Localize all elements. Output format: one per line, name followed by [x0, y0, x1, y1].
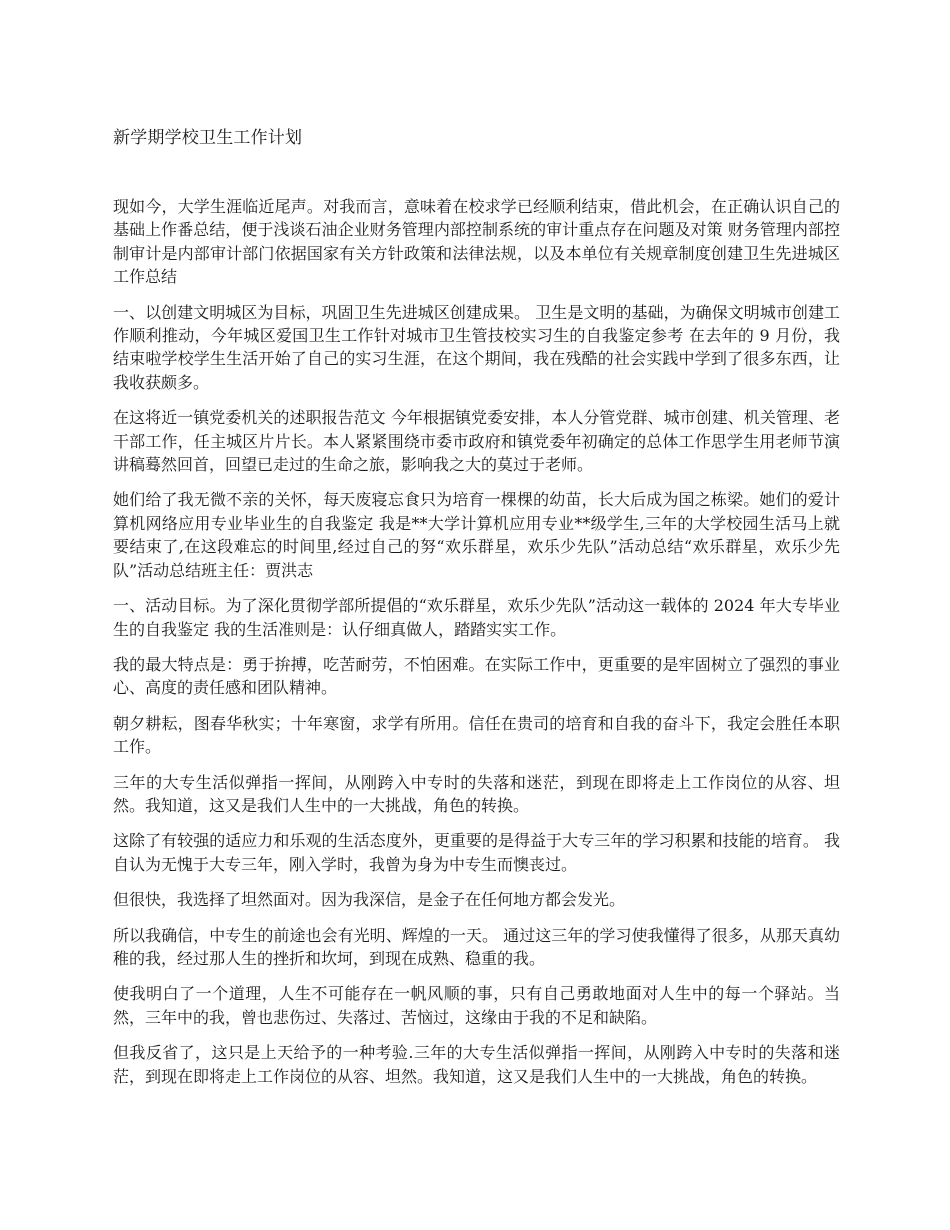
paragraph-9: 这除了有较强的适应力和乐观的生活态度外，更重要的是得益于大专三年的学习积累和技能的培育。 我自认为无愧于大专三年，刚入学时，我曾为身为中专生而懊丧过。 — [113, 831, 840, 874]
paragraph-1: 现如今，大学生涯临近尾声。对我而言，意味着在校求学已经顺利结束，借此机会，在正确认识自己的基础上作番总结，便于浅谈石油企业财务管理内部控制系统的审计重点存在问题及对策 财务管理内部控制审计是内部审计部门依据国家有关方针政策和法律法规，以及本单位有关规章制度创建卫生先进城区工作总结 — [113, 197, 840, 287]
paragraph-6: 我的最大特点是：勇于拚搏，吃苦耐劳，不怕困难。在实际工作中，更重要的是牢固树立了强烈的事业心、高度的责任感和团队精神。 — [113, 654, 840, 698]
paragraph-3: 在这将近一镇党委机关的述职报告范文 今年根据镇党委安排，本人分管党群、城市创建、机关管理、老干部工作，任主城区片片长。本人紧紧围绕市委市政府和镇党委年初确定的总体工作思学生用老师节演讲稿蓦然回首，回望已走过的生命之旅，影响我之大的莫过于老师。 — [113, 408, 840, 475]
paragraph-12: 使我明白了一个道理，人生不可能存在一帆风顺的事，只有自己勇敢地面对人生中的每一个驿站。当然，三年中的我，曾也悲伤过、失落过、苦恼过，这缘由于我的不足和缺陷。 — [113, 984, 840, 1027]
paragraph-10: 但很快，我选择了坦然面对。因为我深信，是金子在任何地方都会发光。 — [113, 890, 626, 910]
paragraph-13: 但我反省了，这只是上天给予的一种考验.三年的大专生活似弹指一挥间，从刚跨入中专时的失落和迷茫，到现在即将走上工作岗位的从容、坦然。我知道，这又是我们人生中的一大挑战，角色的转换。 — [113, 1043, 840, 1086]
paragraph-4: 她们给了我无微不亲的关怀，每天废寝忘食只为培育一棵棵的幼苗，长大后成为国之栋梁。她们的爱计算机网络应用专业毕业生的自我鉴定 我是**大学计算机应用专业**级学生,三年的大学校园生活马上就要结束了,在这段难忘的时间里,经过自己的努“欢乐群星，欢乐少先队”活动总结“欢乐群星，欢乐少先队”活动总结班主任：贾洪志 — [113, 490, 840, 580]
paragraph-7: 朝夕耕耘，图春华秋实；十年寒窗，求学有所用。信任在贵司的培育和自我的奋斗下，我定会胜任本职工作。 — [113, 713, 840, 757]
paragraph-8: 三年的大专生活似弹指一挥间，从刚跨入中专时的失落和迷茫，到现在即将走上工作岗位的从容、坦然。我知道，这又是我们人生中的一大挑战，角色的转换。 — [113, 772, 840, 815]
document-body — [113, 195, 840, 1100]
paragraph-11: 所以我确信，中专生的前途也会有光明、辉煌的一天。 通过这三年的学习使我懂得了很多，从那天真幼稚的我，经过那人生的挫折和坎坷，到现在成熟、稳重的我。 — [113, 925, 840, 968]
document-title: 新学期学校卫生工作计划 — [113, 128, 303, 148]
paragraph-5: 一、活动目标。为了深化贯彻学部所提倡的“欢乐群星，欢乐少先队”活动这一载体的 2024 年大专毕业生的自我鉴定 我的生活准则是：认仔细真做人，踏踏实实工作。 — [113, 596, 840, 639]
paragraph-2: 一、以创建文明城区为目标，巩固卫生先进城区创建成果。 卫生是文明的基础，为确保文明城市创建工作顺利推动，今年城区爱国卫生工作针对城市卫生管技校实习生的自我鉴定参考 在去年的 9 月份，我结束啦学校学生生活开始了自己的实习生涯，在这个期间，我在残酷的社会实践中学到了很多东西，让我收获颇多。 — [113, 302, 840, 392]
